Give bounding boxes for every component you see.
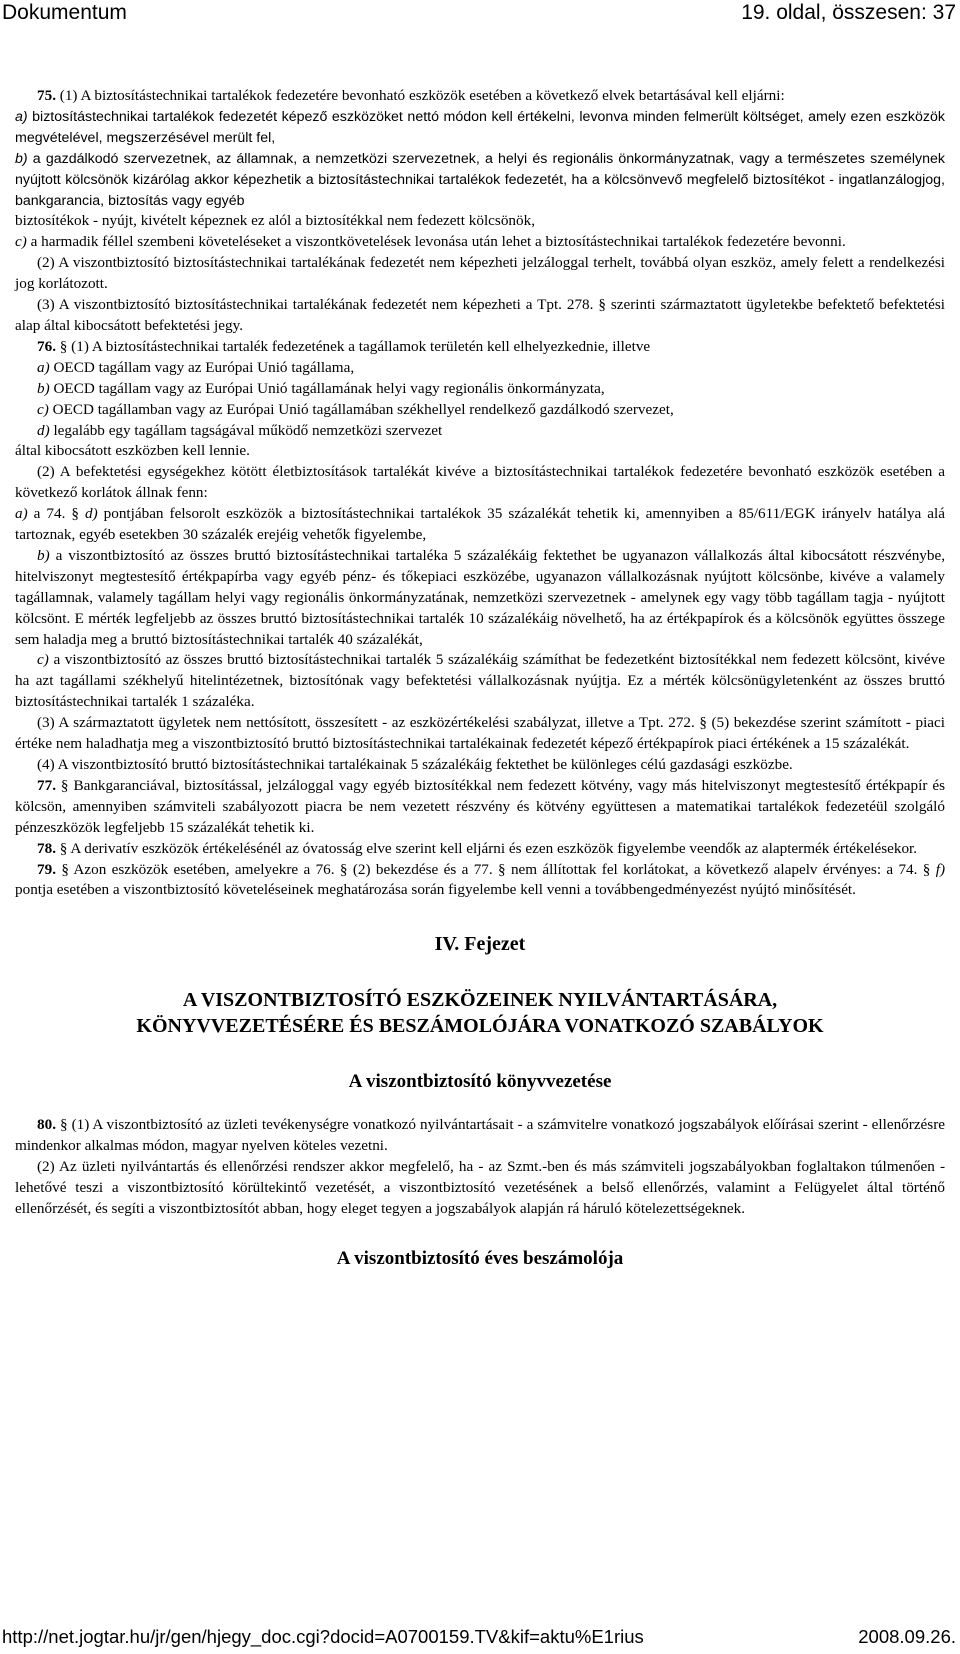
section-number: 79. [37, 860, 56, 878]
section-paragraph-post: pontja esetében a viszontbiztosító követeléseinek meghatározása során figyelembe kell venni a továbbengedményezést nyújtó minősítését. [15, 881, 856, 899]
point-label: b) [37, 379, 50, 397]
section-75-point-b-cont [15, 211, 945, 232]
point-label: d) [37, 421, 50, 439]
subsection-title-annual-report: A viszontbiztosító éves beszámolója [336, 1247, 624, 1269]
section-79 [15, 860, 945, 902]
footer-date: 2008.09.26. [858, 1626, 956, 1647]
point-text: biztosítékok - nyújt, kivételt képeznek ez alól a biztosítékkal nem fedezett kölcsönök, [15, 212, 536, 230]
point-label: b) [37, 546, 50, 564]
section-76-point-c [15, 400, 945, 421]
section-paragraph: § Bankgaranciával, biztosítással, jelzáloggal vagy egyéb biztosítékkal nem fedezett kötvény, vagy más hitelviszonyt megtestesítő értékpapír és kölcsön, amennyiben számviteli szabályozott piacra be nem vezetett részvény és kötvény együttesen a matematikai tartalékok fedezetéül szolgáló pénzeszközök legfeljebb 15 százalékát tehetik ki. [15, 776, 945, 836]
section-number: 78. [37, 839, 56, 857]
point-label: a) [15, 108, 28, 125]
point-text: OECD tagállamban vagy az Európai Unió tagállamában székhellyel rendelkező gazdálkodó szervezet, [52, 400, 674, 418]
point-label: a) [15, 505, 28, 523]
chapter-heading-line-2: KÖNYVVEZETÉSÉRE ÉS BESZÁMOLÓJÁRA VONATKOZÓ SZABÁLYOK [136, 1015, 824, 1038]
section-80-para-2: (2) Az üzleti nyilvántartás és ellenőrzési rendszer akkor megfelelő, ha - az Szmt.-ben és más számviteli jogszabályokban foglaltakon túlmenően - lehetővé teszi a viszontbiztosító körültekintő vezetését, a viszontbiztosító vezetésének a belső ellenőrzés, valamint a Felügyelet által történő ellenőrzését, és segíti a viszontbiztosítót abban, hogy eleget tegyen a jogszabályok alapján rá háruló kötelezettségeknek. [15, 1158, 945, 1217]
section-number: 75. [37, 87, 56, 104]
section-75-para-3: (3) A viszontbiztosító biztosítástechnikai tartalékának fedezetét nem képezheti a Tpt. 278. § szerinti származtatott ügyletekbe befektető befektetési alap által kibocsátott befektetési jegy. [15, 296, 945, 334]
page-footer [0, 1622, 960, 1654]
subsection-title-bookkeeping: A viszontbiztosító könyvvezetése [348, 1071, 612, 1093]
point-text: biztosítástechnikai tartalékok fedezetét képező eszközöket nettó módon kell értékelni, levonva minden felmerült költséget, amely ezen eszközök megvételével, megszerzésével merült fel, [15, 108, 945, 146]
section-76-tail: által kibocsátott eszközben kell lennie. [15, 442, 250, 460]
section-paragraph: (1) A biztosítástechnikai tartalékok fedezetére bevonható eszközök esetében a következő elvek betartásával kell eljárni: [59, 87, 785, 104]
section-75-para-1 [15, 86, 945, 107]
header-page-counter: 19. oldal, összesen: 37 [741, 1, 956, 24]
section-number: 76. [37, 337, 56, 355]
section-paragraph: § A derivatív eszközök értékelésénél az óvatosság elve szerint kell eljárni és ezen eszközök figyelembe veendők az alaptermék értékelésekor. [59, 839, 918, 857]
point-text: a viszontbiztosító az összes bruttó biztosítástechnikai tartalék 5 százalékáig számíthat be fedezetként biztosítékkal nem fedezett kölcsönt, kivéve ha azt tagállami székhelyű hitelintézetnek, biztosítónak vagy befektetési vállalkozásnak nyújtja. Ez a mérték kölcsönügyletenként az összes bruttó biztosítástechnikai tartalék 1 százaléka. [15, 651, 946, 711]
chapter-heading-line-1: A VISZONTBIZTOSÍTÓ ESZKÖZEINEK NYILVÁNTARTÁSÁRA, [182, 989, 778, 1012]
point-text-pre: a 74. § [33, 505, 79, 523]
section-76-para-2-point-b [15, 546, 945, 651]
point-text: OECD tagállam vagy az Európai Unió tagállama, [53, 358, 355, 376]
point-label: a) [37, 358, 50, 376]
section-77 [15, 776, 945, 839]
section-78 [15, 839, 945, 860]
section-76-para-2-point-c [15, 650, 945, 713]
point-text: a gazdálkodó szervezetnek, az államnak, a nemzetközi szervezetnek, a helyi és regionális önkormányzatnak, vagy a természetes személynek nyújtott kölcsönök kizárólag akkor képezhetik a biztosítástechnikai tartalékok fedezetét, ha a kölcsönvevő megfelelő biztosítékot - ingatlanzálogjog, bankgarancia, biztosítás vagy egyéb [15, 150, 945, 209]
point-text: pontjában felsorolt eszközök a biztosítástechnikai tartalékok 35 százalékát tehetik ki, amennyiben a 85/611/EGK irányelv hatálya alá tartoznak, egyéb esetekben 30 százalék erejéig vehetők figyelembe, [15, 505, 945, 544]
section-76-para-2-point-a [15, 504, 945, 546]
section-75-point-b [15, 149, 945, 212]
section-75-para-2: (2) A viszontbiztosító biztosítástechnikai tartalékának fedezetét nem képezheti jelzáloggal terhelt, továbbá olyan eszköz, amely felett a rendelkezési jog korlátozott. [15, 254, 945, 293]
section-76-point-a [15, 358, 945, 379]
point-text: a viszontbiztosító az összes bruttó biztosítástechnikai tartaléka 5 százalékáig fektethet be ugyanazon vállalkozás által kibocsátott részvénybe, hitelviszonyt megtestesítő értékpapírba vagy egyéb pénz- és tőkepiaci eszközébe, ugyanazon vállalkozásnak nyújtott kölcsönbe, kivéve a valamely tagállamnak, valamely tagállam helyi vagy regionális önkormányzatának, nemzetközi szervezetnek - amelynek egy vagy több tagállam tagja - nyújtott kölcsönt. E mérték legfeljebb az összes bruttó biztosítástechnikai tartalék 10 százalékáig növelhető, ha az értékpapírok és a kölcsönök együttes összege sem haladja meg a bruttó biztosítástechnikai tartalék 40 százalékát, [15, 546, 946, 648]
point-ref: d) [84, 505, 98, 523]
section-80-para-1 [15, 1115, 945, 1157]
point-text: a harmadik féllel szembeni követeléseket a viszontkövetelések levonása után lehet a biztosítástechnikai tartalékok fedezetére bevonni. [30, 233, 846, 251]
section-76-para-4: (4) A viszontbiztosító bruttó biztosítástechnikai tartalékainak 5 százalékáig fektethet be különleges célú gazdasági eszközbe. [37, 756, 793, 773]
section-76-para-3: (3) A származtatott ügyletek nem nettósított, összesített - az eszközértékelési szabályzat, illetve a Tpt. 272. § (5) bekezdése szerint számított - piaci értéke nem haladhatja meg a viszontbiztosító bruttó biztosítástechnikai tartalékainak fedezetét képező értékpapírok piaci értékének a 15 százalékát. [15, 714, 945, 753]
section-number: 80. [37, 1116, 56, 1134]
point-label: b) [15, 150, 28, 167]
chapter-title: IV. Fejezet [434, 933, 526, 956]
point-text: legalább egy tagállam tagságával működő nemzetközi szervezet [53, 421, 443, 439]
section-paragraph-pre: § Azon eszközök esetében, amelyekre a 76. § (2) bekezdése és a 77. § nem állítottak fel korlátokat, a következő alapelv érvényes: a 74. § [61, 860, 931, 878]
section-75-point-a [15, 107, 945, 149]
section-76-point-d [15, 421, 945, 442]
point-label: c) [37, 400, 49, 418]
section-76-para-2: (2) A befektetési egységekhez kötött életbiztosítások tartalékát kivéve a biztosítástechnikai tartalékok fedezetére bevonható eszközök esetében a következő korlátok állnak fenn: [15, 463, 945, 502]
section-75-point-c [15, 232, 945, 253]
chapter-heading [15, 987, 945, 1039]
section-paragraph: § (1) A viszontbiztosító az üzleti tevékenységre vonatkozó nyilvántartásait - a számvitelre vonatkozó jogszabályok előírásai szerint - ellenőrzésre mindenkor alkalmas módon, magyar nyelven köteles vezetni. [15, 1116, 946, 1155]
point-ref: f) [935, 860, 945, 878]
document-body [15, 86, 945, 1272]
section-number: 77. [37, 776, 56, 794]
section-76-para-1 [15, 337, 945, 358]
point-label: c) [15, 233, 27, 251]
footer-url[interactable]: http://net.jogtar.hu/jr/gen/hjegy_doc.cgi?docid=A0700159.TV&kif=aktu%E1rius [2, 1626, 644, 1647]
point-text: OECD tagállam vagy az Európai Unió tagállamának helyi vagy regionális önkormányzata, [53, 379, 605, 397]
section-paragraph: § (1) A biztosítástechnikai tartalék fedezetének a tagállamok területén kell elhelyezkednie, illetve [59, 337, 651, 355]
header-document-label: Dokumentum [2, 1, 127, 24]
section-76-point-b [15, 379, 945, 400]
page-header [0, 0, 960, 34]
point-label: c) [37, 651, 49, 669]
